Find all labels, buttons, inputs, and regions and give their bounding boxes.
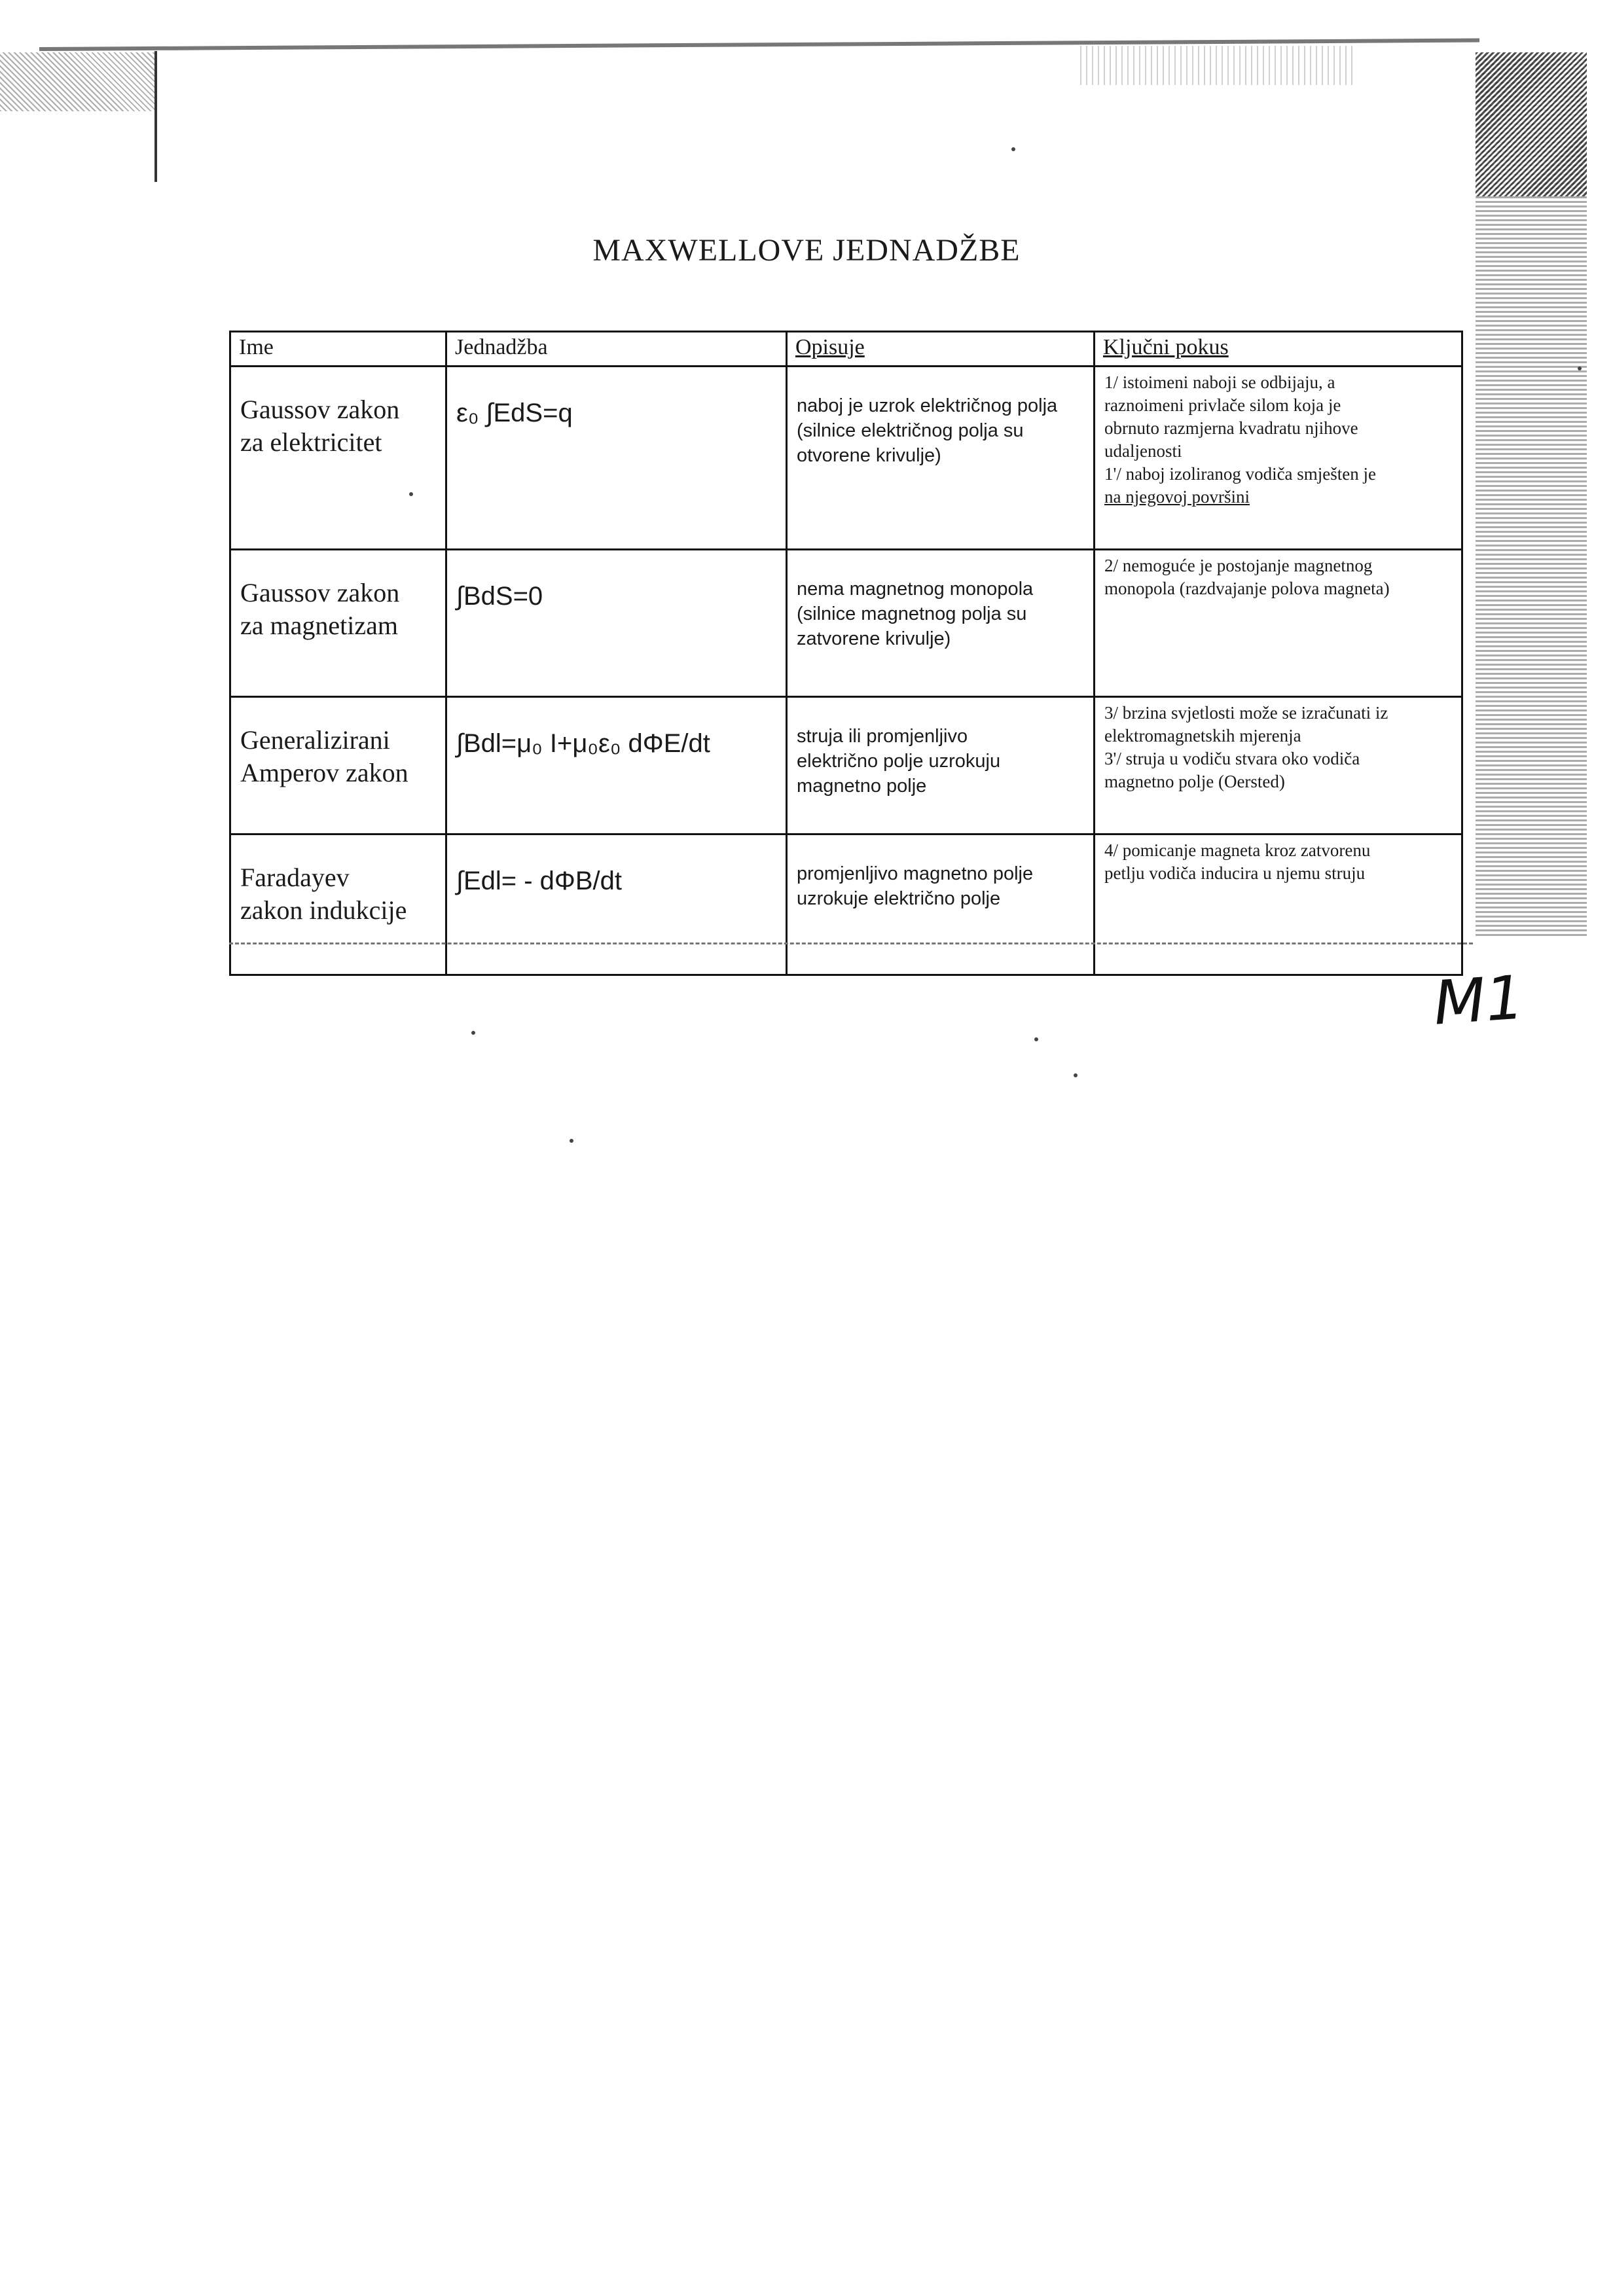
experiment-line: 3'/ struja u vodiču stvara oko vodiča — [1104, 749, 1360, 768]
scan-artifact-bottom-dashes — [229, 942, 1473, 944]
experiment-line: na njegovoj površini — [1104, 487, 1250, 507]
describes-line: električno polje uzrokuju — [797, 751, 1001, 772]
scan-artifact-top-noise — [1080, 46, 1355, 85]
experiment-line: monopola (razdvajanje polova magneta) — [1104, 579, 1390, 598]
scan-speck — [1578, 367, 1582, 370]
scan-speck — [570, 1139, 573, 1143]
law-name-cell — [230, 367, 446, 550]
experiment-cell — [1095, 697, 1462, 834]
experiment-line: 4/ pomicanje magneta kroz zatvorenu — [1104, 840, 1371, 860]
scan-speck — [409, 492, 413, 496]
describes-line: (silnice električnog polja su — [797, 420, 1024, 441]
header-describes — [787, 332, 1095, 367]
header-name: Ime — [230, 332, 446, 367]
law-name-line: Gaussov zakon — [240, 578, 400, 607]
experiment-cell — [1095, 367, 1462, 550]
equation-cell: ∫Bdl=μ₀ I+μ₀ε₀ dΦE/dt — [446, 697, 787, 834]
describes-line: promjenljivo magnetno polje — [797, 863, 1034, 884]
experiment-line: 1/ istoimeni naboji se odbijaju, a — [1104, 372, 1335, 392]
header-key-experiment-label: Ključni pokus — [1103, 335, 1229, 359]
describes-line: otvorene krivulje) — [797, 445, 941, 466]
table-row — [230, 367, 1462, 550]
scan-speck — [1034, 1037, 1038, 1041]
experiment-line: 3/ brzina svjetlosti može se izračunati iz — [1104, 703, 1388, 723]
table-row — [230, 697, 1462, 834]
experiment-line: 2/ nemoguće je postojanje magnetnog — [1104, 556, 1373, 575]
law-name-line: Generalizirani — [240, 725, 390, 755]
scan-artifact-right-corner — [1476, 52, 1587, 196]
law-name-line: Gaussov zakon — [240, 395, 400, 424]
maxwell-equations-table — [229, 331, 1463, 976]
experiment-cell — [1095, 550, 1462, 697]
describes-cell — [787, 834, 1095, 975]
describes-line: (silnice magnetnog polja su — [797, 603, 1027, 624]
scan-speck — [1074, 1073, 1078, 1077]
table-header-row — [230, 332, 1462, 367]
table-row — [230, 550, 1462, 697]
describes-line: magnetno polje — [797, 776, 927, 797]
describes-line: struja ili promjenljivo — [797, 726, 968, 747]
experiment-line: magnetno polje (Oersted) — [1104, 772, 1285, 791]
equation-cell: ε₀ ∫EdS=q — [446, 367, 787, 550]
law-name-cell — [230, 697, 446, 834]
header-equation: Jednadžba — [446, 332, 787, 367]
equation-cell: ∫Edl= - dΦB/dt — [446, 834, 787, 975]
describes-line: nema magnetnog monopola — [797, 579, 1034, 600]
law-name-line: za elektricitet — [240, 427, 382, 457]
header-key-experiment — [1095, 332, 1462, 367]
scan-speck — [471, 1031, 475, 1035]
handwritten-page-mark: M1 — [1431, 962, 1527, 1039]
header-describes-label: Opisuje — [795, 335, 865, 359]
law-name-line: za magnetizam — [240, 611, 398, 640]
law-name-cell — [230, 834, 446, 975]
experiment-line: raznoimeni privlače silom koja je — [1104, 395, 1341, 415]
describes-cell — [787, 550, 1095, 697]
page-title: MAXWELLOVE JEDNADŽBE — [592, 233, 1021, 268]
law-name-line: zakon indukcije — [240, 895, 407, 925]
scan-artifact-left-edge — [154, 51, 157, 182]
scan-artifact-corner-left — [0, 52, 157, 111]
describes-cell — [787, 697, 1095, 834]
law-name-line: Faradayev — [240, 863, 350, 892]
experiment-line: petlju vodiča inducira u njemu struju — [1104, 863, 1366, 883]
equation-cell: ∫BdS=0 — [446, 550, 787, 697]
table-row — [230, 834, 1462, 975]
experiment-line: obrnuto razmjerna kvadratu njihove — [1104, 418, 1358, 438]
law-name-line: Amperov zakon — [240, 758, 408, 787]
describes-line: zatvorene krivulje) — [797, 628, 951, 649]
describes-line: naboj je uzrok električnog polja — [797, 395, 1058, 416]
describes-line: uzrokuje električno polje — [797, 888, 1001, 909]
scan-speck — [1011, 147, 1015, 151]
experiment-line: udaljenosti — [1104, 441, 1182, 461]
law-name-cell — [230, 550, 446, 697]
experiment-line: 1'/ naboj izoliranog vodiča smješten je — [1104, 464, 1377, 484]
describes-cell — [787, 367, 1095, 550]
experiment-cell — [1095, 834, 1462, 975]
experiment-line: elektromagnetskih mjerenja — [1104, 726, 1301, 745]
